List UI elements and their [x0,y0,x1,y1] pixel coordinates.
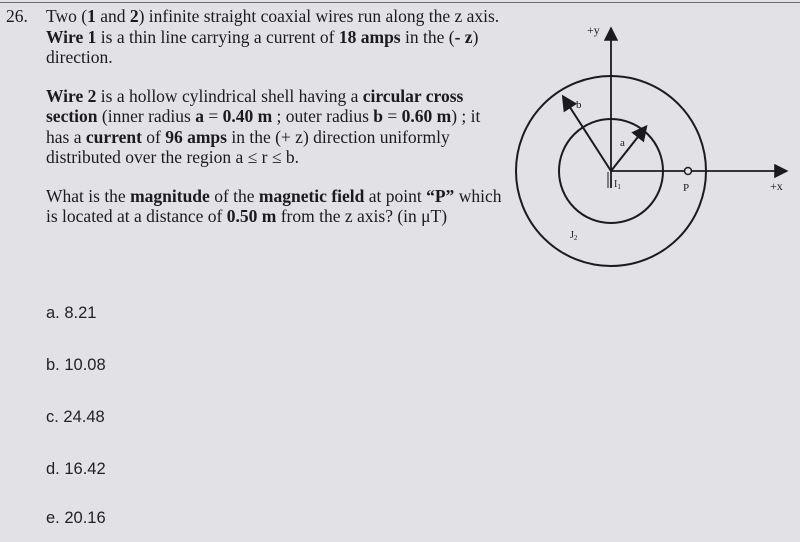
coaxial-diagram [500,10,795,270]
choice-d[interactable]: d. 16.42 [46,460,106,478]
question-number: 26. [6,6,28,26]
choice-e[interactable]: e. 20.16 [46,509,106,527]
radius-a-label: a [620,137,625,149]
radius-a-arrow [611,128,645,171]
question-paragraph-1: Two (1 and 2) infinite straight coaxial wires run along the z axis. Wire 1 is a thin line carrying a current of 18 amps in the (- z) direction. [46,6,500,67]
top-rule [0,2,800,3]
current-density-j2-label: $J_2$ [570,230,578,242]
current-i1-label: $I_1$ [614,179,621,191]
point-p-marker [685,168,692,175]
choice-c[interactable]: c. 24.48 [46,408,105,426]
y-axis-label: +y [587,23,600,37]
question-paragraph-2: Wire 2 is a hollow cylindrical shell having a circular cross section (inner radius a = 0.40 m ; outer radius b = 0.60 m) ; it has a current of 96 amps in the (+ z) direction uniformly distributed over the region a ≤ r ≤ b. [46,85,481,167]
x-axis-label: +x [770,179,783,193]
question-paragraph-3: What is the magnitude of the magnetic field at point “P” which is located at a distance of 0.50 m from the z axis? (in μT) [46,185,502,226]
question-block [6,6,506,245]
choice-b[interactable]: b. 10.08 [46,356,106,374]
point-p-label: P [683,182,690,194]
choice-a[interactable]: a. 8.21 [46,304,97,322]
radius-b-label: b [576,99,582,111]
radius-b-arrow [564,98,611,171]
